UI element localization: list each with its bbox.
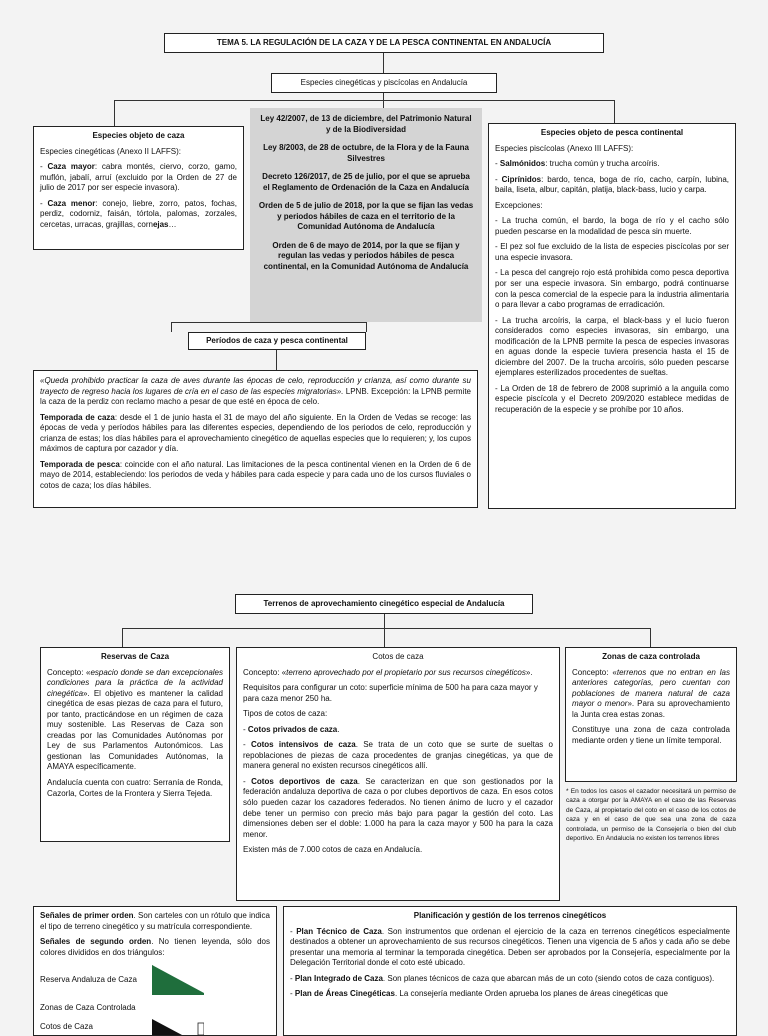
connector bbox=[383, 53, 384, 73]
salmonidos: - Salmónidos: trucha común y trucha arcoíris. bbox=[495, 159, 660, 169]
caza-species-title: Especies objeto de caza bbox=[92, 131, 185, 140]
law-item: Orden de 6 de mayo de 2014, por la que se fijan y regulan las vedas y periodos hábiles de pesca continental, en la Comunidad Autónoma de Andalucía bbox=[263, 240, 469, 272]
connector bbox=[614, 100, 615, 123]
planificacion-box bbox=[283, 906, 737, 1036]
law-item: Ley 42/2007, de 13 de diciembre, del Patrimonio Natural y de la Biodiversidad bbox=[260, 114, 472, 134]
plan-areas: - Plan de Áreas Cinegéticas. La consejería mediante Orden aprueba los planes de áreas cinegéticas que bbox=[290, 989, 669, 999]
terrenos-header: Terrenos de aprovechamiento cinegético especial de Andalucía bbox=[235, 594, 533, 614]
pesca-species-box bbox=[488, 123, 736, 509]
excepciones-label: Excepciones: bbox=[495, 200, 543, 210]
reservas-title: Reservas de Caza bbox=[100, 652, 170, 661]
laws-box bbox=[250, 108, 482, 322]
connector bbox=[114, 100, 614, 101]
ciprinidos: - Ciprínidos: bardo, tenca, boga de río, cacho, carpín, lubina, baila, liseta, albur, capitán, platija, black-bass, lucio y carpa. bbox=[495, 174, 729, 195]
caza-species-box bbox=[33, 126, 244, 250]
cotos-concepto: Concepto: «terreno aprovechado por el propietario por sus recursos cinegéticos». bbox=[243, 667, 533, 677]
connector bbox=[171, 322, 172, 332]
connector bbox=[650, 628, 651, 647]
excepcion-item: - La Orden de 18 de febrero de 2008 suprimió a la anguila como especie piscícola y el Decreto 209/2020 establece medidas de recuperación de la especie y se prohíbe por 10 años. bbox=[495, 383, 729, 415]
legend-label: Cotos de Caza bbox=[40, 1021, 93, 1031]
connector bbox=[276, 350, 277, 370]
connector bbox=[384, 614, 385, 647]
law-item: Decreto 126/2017, de 25 de julio, por el que se aprueba el Reglamento de Ordenación de la Caza en Andalucía bbox=[262, 172, 470, 192]
connector bbox=[366, 322, 367, 332]
page-title: TEMA 5. LA REGULACIÓN DE LA CAZA Y DE LA PESCA CONTINENTAL EN ANDALUCÍA bbox=[164, 33, 604, 53]
legend-label: Reserva Andaluza de Caza bbox=[40, 974, 137, 984]
caza-intro: Especies cinegéticas (Anexo II LAFFS): bbox=[40, 146, 181, 156]
reservas-concepto: Concepto: «espacio donde se dan excepcionales condiciones para la práctica de la actividad cinegética». El objetivo es mantener la calidad cinegética de esas piezas de caza para el futuro, por tanto, practicándose en un régimen de caza muy sostenible. Las Reservas de Caza son creadas por las Comunidades Autónomas por Ley de sus Parlamentos Autonómicos. Las gestionan las Comunidades Autónomas, la AMAYA específicamente. bbox=[47, 667, 223, 772]
law-item: Ley 8/2003, de 28 de octubre, de la Flora y de la Fauna Silvestres bbox=[263, 143, 469, 163]
cotos-tipos: Tipos de cotos de caza: bbox=[243, 709, 328, 719]
reservas-cuenta: Andalucía cuenta con cuatro: Serranía de Ronda, Cazorla, Cortes de la Frontera y Sierra Tejeda. bbox=[47, 778, 223, 798]
temporada-caza: Temporada de caza: desde el 1 de junio hasta el 31 de mayo del año siguiente. En la Orden de Vedas se recoge: las épocas de veda y períodos hábiles para las diferentes especies, dependiendo de los periodos de celo, reproducción y crianza de estas; los días hábiles para el aprovechamiento cinegético de aquellas especies que lo requieren; y, los cupos máximos de captura por cazador y día. bbox=[40, 412, 472, 454]
temporada-pesca: Temporada de pesca: coincide con el año natural. Las limitaciones de la pesca continental vienen en la Orden de 6 de mayo de 2014, estableciendo: los periodos de veda y hábiles para cada especie y para cada uno de los cursos fluviales o cotos de caza; los días hábiles. bbox=[40, 459, 472, 490]
periodos-box bbox=[33, 370, 478, 508]
plan-integrado: - Plan Integrado de Caza. Son planes técnicos de caza que abarcan más de un coto (siendo cotos de caza contiguos). bbox=[290, 973, 715, 983]
law-item: Orden de 5 de julio de 2018, por la que se fijan las vedas y periodos hábiles de caza en el territorio de la Comunidad Autónoma de Andalucía bbox=[258, 201, 474, 232]
cotos-title: Cotos de caza bbox=[372, 652, 424, 661]
senales-box bbox=[33, 906, 277, 1036]
legend-label: Zonas de Caza Controlada bbox=[40, 1002, 136, 1012]
footnote: * En todos los casos el cazador necesitará un permiso de caza a otorgar por la AMAYA en el caso de las Reservas de Caza, al propietario del coto en el caso de los cotos de caza y en el caso de que sea una zona de caza controlada, un permiso de la Consejería o bien del club deportivo. En Andalucía no existen los terrenos libres bbox=[566, 788, 736, 843]
periodos-header: Períodos de caza y pesca continental bbox=[188, 332, 366, 350]
connector bbox=[122, 628, 123, 647]
excepcion-item: - La trucha común, el bardo, la boga de río y el cacho sólo pueden pescarse en la modalidad de pesca sin muerte. bbox=[495, 216, 729, 236]
caza-mayor: - Caza mayor: cabra montés, ciervo, corzo, gamo, muflón, jabalí, arruí (excluido por la Orden de 27 de julio de 2017 por ser especie invasora). bbox=[40, 162, 237, 193]
cotos-privados: - Cotos privados de caza. bbox=[243, 724, 340, 734]
senales-segundo-orden: Señales de segundo orden. No tienen leyenda, sólo dos colores divididos en dos triángulos: bbox=[40, 937, 270, 957]
senales-primer-orden: Señales de primer orden. Son carteles con un rótulo que indica el tipo de terreno cinegético y su matrícula correspondiente. bbox=[40, 911, 270, 931]
cotos-sign-icon bbox=[152, 1019, 204, 1035]
cotos-deportivos: - Cotos deportivos de caza. Se caracterizan en que son gestionados por la federación andaluza deportiva de caza o por clubes deportivos de caza. En esos cotos sólo pueden cazar los cazadores federados. No tienen ánimo de lucro y el cazador debe tener un permiso con precio más bajo para pagar la gestión del coto. Las dimensiones deben ser el doble: 1.000 ha para la caza mayor y 500 ha para la caza menor. bbox=[243, 776, 553, 839]
pesca-species-title: Especies objeto de pesca continental bbox=[540, 128, 684, 137]
excepcion-item: - La trucha arcoíris, la carpa, el black-bass y el lucio fueron considerados como especies invasoras, sin embargo, una modificación de la LPNB permite la pesca de especies invasoras en aguas donde la especie tuviera presencia hasta el 15 de diciembre del 2007. De la trucha arcoíris, sólo pueden pescarse ejemplares esterilizados procedentes de sueltas. bbox=[495, 315, 729, 378]
excepcion-item: - La pesca del cangrejo rojo está prohibida como pesca deportiva por ser una especie invasora. Sin embargo, podrá continuarse con la pesca comercial de la especie para la industria alimentaria o para llevar a cabo programas de erradicación. bbox=[495, 268, 729, 310]
connector bbox=[171, 322, 367, 323]
excepcion-item: - El pez sol fue excluido de la lista de especies piscícolas por ser una especie invasora. bbox=[495, 242, 729, 262]
cotos-existen: Existen más de 7.000 cotos de caza en Andalucía. bbox=[243, 845, 423, 855]
connector bbox=[114, 100, 115, 127]
planificacion-title: Planificación y gestión de los terrenos cinegéticos bbox=[413, 911, 607, 920]
legend-zonas bbox=[40, 1001, 270, 1015]
periodos-quote: «Queda prohibido practicar la caza de aves durante las épocas de celo, reproducción y crianza, así como durante su trayecto de regreso hacia los lugares de cría en el caso de las especies migratorias». LPNB. Excepción: la LPNB permite la caza de la perdiz con reclamo macho a pesar de que esté en época de celo. bbox=[40, 376, 471, 407]
legend-reserva bbox=[40, 963, 270, 997]
connector bbox=[122, 628, 650, 629]
zonas-title: Zonas de caza controlada bbox=[602, 652, 700, 661]
cotos-box bbox=[236, 647, 560, 901]
especies-header: Especies cinegéticas y piscícolas en Andalucía bbox=[271, 73, 497, 93]
pesca-intro: Especies piscícolas (Anexo III LAFFS): bbox=[495, 143, 634, 153]
caza-menor: - Caza menor: conejo, liebre, zorro, patos, fochas, perdiz, codorniz, faisán, tórtola, palomas, zorzales, cercetas, urracas, grajillas, cornejas… bbox=[40, 198, 237, 229]
reserva-sign-icon bbox=[152, 965, 204, 995]
cotos-intensivos: - Cotos intensivos de caza. Se trata de un coto que se surte de sueltas o repoblaciones de piezas de caza procedentes de granjas cinegéticas, ya que de manera general no existen recursos cinegéticos allí. bbox=[243, 740, 553, 771]
legend-cotos bbox=[40, 1019, 270, 1035]
zonas-constituye: Constituye una zona de caza controlada mediante orden y tiene un límite temporal. bbox=[572, 725, 730, 745]
reservas-box bbox=[40, 647, 230, 842]
cotos-requisitos: Requisitos para configurar un coto: superficie mínima de 500 ha para caza mayor y para caza menor 250 ha. bbox=[243, 683, 538, 703]
plan-tecnico: - Plan Técnico de Caza. Son instrumentos que ordenan el ejercicio de la caza en terrenos cinegéticos especialmente destinados a obtener un aprovechamiento de sus recursos cinegéticos. Tienen una vigencia de 5 años y cada año se debe presentar una memoria al terminar la temporada cinegética. Deben ser aprobados por la Consejería, especialmente por la Delegación Territorial donde el coto esté ubicado. bbox=[290, 926, 730, 968]
zonas-concepto: Concepto: «terrenos que no entran en las anteriores categorías, pero cuentan con poblaciones de manera natural de caza mayor o menor». Para su aprovechamiento la Junta crea estas zonas. bbox=[572, 667, 731, 719]
zonas-box bbox=[565, 647, 737, 782]
